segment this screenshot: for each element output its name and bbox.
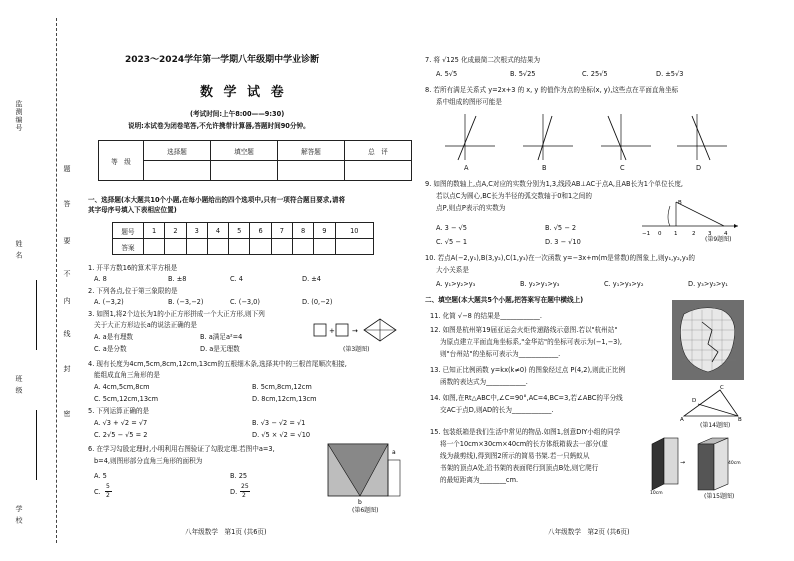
svg-text:1: 1 [674,231,678,237]
figure-8-graphs [440,110,740,162]
question-number: 10 [335,223,373,239]
q6-option-d: D. [230,488,238,496]
figure-6 [322,440,410,506]
question-15-cont2: 线为裁剪线),得到图2所示的简易书架.若一只蚂蚁从 [440,452,590,460]
q8-option-b: B [542,164,547,172]
answer-row-label: 答案 [113,239,144,255]
question-12: 12. 如图是杭州第19届亚运会火炬传递路线示意图.若以"杭州站" [430,326,618,334]
question-12-cont2: 则"台州站"的坐标可表示为____________. [440,350,561,358]
figure-14-triangle [680,384,744,422]
question-2: 2. 下列各点,位于第三象限的是 [88,287,178,295]
page2-footer: 八年级数学 第2页 (共6页) [548,528,630,536]
q4-option-a: A. 4cm,5cm,8cm [94,383,150,391]
question-3: 3. 如图1,将2个边长为1的小正方形拼成一个大正方形,则下列 [88,310,265,318]
exam-number-label: 监测编号 [15,100,23,132]
svg-text:−1: −1 [642,231,651,237]
section2-title: 二、填空题(本大题共5个小题,把答案写在题中横线上) [425,296,584,304]
q5-option-d: D. √5 × √2 = √10 [252,431,311,439]
section1-title: 一、选择题(本大题共10个小题,在每小题给出的四个选项中,只有一项符合题目要求,请将 [88,196,346,204]
margin-char: 要 [63,237,71,245]
question-14-cont: 交AC于点D,则AD的长为____________. [440,406,554,414]
q9-option-b: B. √5 − 2 [545,224,577,232]
svg-text:40cm: 40cm [728,461,741,466]
q8-option-c: C [620,164,625,172]
q6-option-c: C. [94,488,101,496]
question-11: 11. 化简 √−8 的结果是____________. [430,312,542,320]
subject-title: 数 学 试 卷 [200,85,287,100]
q2-option-b: B. (−3,−2) [168,298,204,306]
svg-text:2: 2 [692,231,696,237]
answer-cell[interactable] [186,239,207,255]
q10-option-c: C. y₁>y₃>y₂ [604,280,644,288]
page1-footer: 八年级数学 第1页 (共6页) [185,528,267,536]
margin-char: 密 [63,410,71,418]
q3-option-a: A. a是有理数 [94,333,134,341]
q7-option-a: A. 5√5 [436,70,458,78]
q3-option-c: C. a是分数 [94,345,127,353]
svg-text:10cm: 10cm [650,491,663,494]
svg-text:3: 3 [708,231,712,237]
question-9: 9. 如图的数轴上,点A,C对应的实数分别为1,3,线段AB⊥AC于点A,且AB长为1个单位长度, [425,180,684,188]
question-1: 1. 开平方数16的算术平方根是 [88,264,178,272]
answer-row-label: 题号 [113,223,144,239]
graph-c [601,114,651,160]
answer-cell[interactable] [229,239,250,255]
question-3-cont: 关于大正方形边长a的说法正确的是 [94,321,197,329]
svg-text:C: C [720,385,724,391]
question-number: 6 [250,223,271,239]
figure-12-map [672,300,744,380]
graph-b [523,114,573,160]
question-number: 4 [207,223,228,239]
question-13: 13. 已知正比例函数 y=kx(k≠0) 的图象经过点 P(4,2),则此正比例 [430,366,626,374]
figure-9-number-line [640,196,740,238]
q2-option-c: C. (−3,0) [230,298,260,306]
exam-note: 说明:本试卷为闭卷笔答,不允许携带计算器,答题时间90分钟。 [128,122,310,130]
svg-text:a: a [392,449,396,456]
question-6-cont: b=4,则图形部分直角三角形的面积为 [94,457,203,465]
question-9-cont2: 点P,则点P表示的实数为 [436,204,506,212]
q3-option-b: B. a满足a²=4 [200,333,243,341]
figure-3-caption: (第3题图) [343,346,370,353]
svg-text:B: B [678,200,682,206]
margin-char: 题 [63,165,71,173]
score-header: 总 评 [345,141,412,161]
q1-option-a: A. 8 [94,275,107,283]
figure-14-caption: (第14题图) [700,422,731,429]
margin-char: 线 [63,330,71,338]
answer-cell[interactable] [292,239,313,255]
figure-6-caption: (第6题图) [352,507,379,514]
margin-char: 封 [63,365,71,373]
q6-d-numerator: 25 [241,483,249,490]
answer-table [112,222,374,255]
question-9-cont: 若以点C为圆心,BC长为半径的弧交数轴于0和1之间的 [436,192,592,200]
q1-option-c: C. 4 [230,275,243,283]
score-cell[interactable] [144,161,211,181]
q3-option-d: D. a是无理数 [200,345,240,353]
question-number: 8 [292,223,313,239]
graph-a [445,114,495,160]
score-header: 等 级 [99,141,144,181]
q8-option-a: A [464,164,469,172]
score-header: 填空题 [211,141,278,161]
q4-option-d: D. 8cm,12cm,13cm [252,395,317,403]
q10-option-d: D. y₃>y₂>y₁ [688,280,728,288]
score-header: 解答题 [278,141,345,161]
q2-option-a: A. (−3,2) [94,298,124,306]
svg-text:→: → [352,327,358,335]
answer-cell[interactable] [335,239,373,255]
q1-option-d: D. ±4 [302,275,321,283]
question-5: 5. 下列运算正确的是 [88,407,150,415]
answer-cell[interactable] [271,239,292,255]
question-7: 7. 将 √125 化成最简二次根式的结果为 [425,56,541,64]
q5-option-c: C. 2√5 − √5 = 2 [94,431,148,439]
q10-option-a: A. y₁>y₂>y₃ [436,280,476,288]
answer-cell[interactable] [250,239,271,255]
figure-15-caption: (第15题图) [704,493,735,500]
margin-char: 不 [63,270,71,278]
margin-char: 内 [63,297,71,305]
question-15-cont: 将一个10cm×30cm×40cm的长方体纸箱裁去一部分(虚 [440,440,608,448]
seal-line [56,18,57,543]
q5-option-a: A. √3 + √2 = √7 [94,419,148,427]
q4-option-c: C. 5cm,12cm,13cm [94,395,159,403]
q10-option-b: B. y₂>y₁>y₃ [520,280,560,288]
question-10: 10. 若点A(−2,y₁),B(3,y₂),C(1,y₃)在一次函数 y=−3x+m(m是常数)的图象上,则y₁,y₂,y₃的 [425,254,695,262]
class-label: 班 级 [15,375,23,395]
question-number: 7 [271,223,292,239]
q7-option-c: C. 25√5 [582,70,608,78]
question-number: 9 [314,223,335,239]
answer-cell[interactable] [165,239,186,255]
svg-text:0: 0 [658,231,662,237]
figure-9-caption: (第9题图) [705,236,732,243]
score-header: 选择题 [144,141,211,161]
question-number: 2 [165,223,186,239]
svg-text:D: D [692,398,697,404]
q5-option-b: B. √3 − √2 = √1 [252,419,306,427]
school-label: 学 校 [15,505,23,525]
score-cell[interactable] [345,161,412,181]
svg-text:B: B [738,417,742,422]
answer-cell[interactable] [207,239,228,255]
q6-c-denominator: 2 [106,492,110,499]
question-number: 1 [144,223,165,239]
question-13-cont: 函数的表达式为____________. [440,378,528,386]
margin-char: 答 [63,200,71,208]
question-4-cont: 能组成直角三角形的是 [94,371,160,379]
q8-option-d: D [696,164,702,172]
svg-text:+: + [329,327,335,335]
q9-option-c: C. √5 − 1 [436,238,468,246]
question-6: 6. 在学习勾股定理时,小明利用右图验证了勾股定理.若图中a=3, [88,445,275,453]
question-4: 4. 现有长度为4cm,5cm,8cm,12cm,13cm的五根细木条,选择其中的三根首尾顺次相接, [88,360,347,368]
q7-option-b: B. 5√25 [510,70,536,78]
question-15: 15. 包装纸箱是我们生活中常见的物品.如图1,创意DIY小组的同学 [430,428,621,436]
question-15-cont3: 书架的顶点A处,沿书架的表面爬行到顶点B处,则它爬行 [440,464,599,472]
score-cell[interactable] [278,161,345,181]
q7-option-d: D. ±5√3 [656,70,684,78]
question-15-cont4: 的最短距离为________cm. [440,476,519,484]
exam-title: 2023～2024学年第一学期八年级期中学业诊断 [125,55,320,65]
answer-cell[interactable] [314,239,335,255]
svg-text:→: → [680,459,686,466]
svg-text:b: b [358,499,362,506]
svg-text:4: 4 [724,231,728,237]
question-8: 8. 若所有满足关系式 y=2x+3 的 x, y 的值作为点的坐标(x, y),这些点在平面直角坐标 [425,86,679,94]
question-14: 14. 如图,在Rt△ABC中,∠C=90°,AC=4,BC=3,若∠ABC的平分线 [430,394,623,402]
q9-option-a: A. 3 − √5 [436,224,467,232]
question-number: 3 [186,223,207,239]
q6-c-numerator: 5 [106,483,110,490]
question-8-cont: 系中组成的图形可能是 [436,98,502,106]
score-cell[interactable] [211,161,278,181]
name-label: 姓 名 [15,240,23,260]
svg-text:A: A [680,417,684,422]
section1-title-cont: 其字母序号填入下表相应位置) [88,206,177,214]
q1-option-b: B. ±8 [168,275,187,283]
q6-option-a: A. 5 [94,472,107,480]
question-10-cont: 大小关系是 [436,266,469,274]
q6-option-b: B. 25 [230,472,248,480]
graph-d [677,114,727,160]
score-table [98,140,412,181]
q2-option-d: D. (0,−2) [302,298,333,306]
q9-option-d: D. 3 − √10 [545,238,581,246]
binding-margin [0,0,82,561]
q4-option-b: B. 5cm,8cm,12cm [252,383,312,391]
question-number: 5 [229,223,250,239]
answer-cell[interactable] [144,239,165,255]
exam-time: (考试时间:上午8:00——9:30) [190,110,285,118]
q6-d-denominator: 2 [242,492,246,499]
question-12-cont: 为原点建立平面直角坐标系,"金华站"的坐标可表示为(−1,−3), [440,338,623,346]
figure-15-bookshelf [648,434,744,494]
